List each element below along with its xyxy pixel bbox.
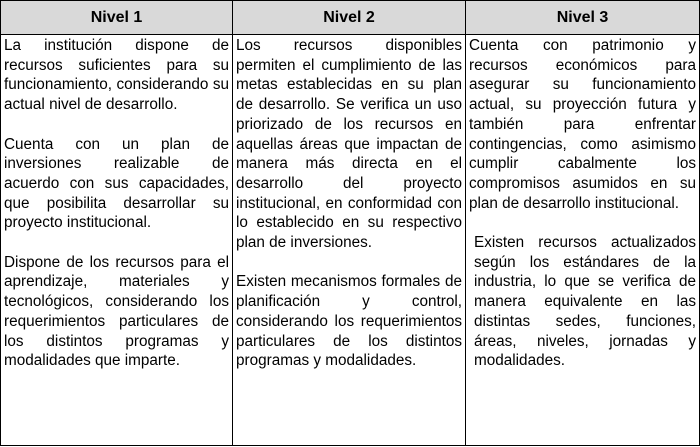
nivel-3-paragraph-2: Existen recursos actualizados según los estándares de la industria, lo que se verifica de manera equivalente en las distintas sedes, funciones, áreas, niveles, jornadas y modalidades. <box>474 234 696 370</box>
nivel-2-paragraph-1: Los recursos disponibles permiten el cumplimiento de las metas establecidas en su plan de desarrollo. Se verifica un uso priorizado de los recursos en aquellas áreas que impactan de manera más directa en el desarrollo del proyecto institucional, en conformidad con lo establecido en su respectivo plan de inversiones. <box>236 37 462 252</box>
nivel-1-paragraph-3: Dispone de los recursos para el aprendizaje, materiales y tecnológicos, considerando los requerimientos particulares de los distintos programas y modalidades que imparte. <box>4 253 229 370</box>
criteria-row <box>1 35 700 446</box>
nivel-2-cell <box>233 35 466 446</box>
nivel-3-cell <box>466 35 700 446</box>
header-nivel-2: Nivel 2 <box>233 1 466 35</box>
nivel-1-cell <box>1 35 233 446</box>
nivel-3-paragraph-1: Cuenta con patrimonio y recursos económicos para asegurar su funcionamiento actual, su proyección futura y también para enfrentar contingencias, como asimismo cumplir cabalmente los compromisos asumidos en su plan de desarrollo institucional. <box>469 37 696 212</box>
header-nivel-1: Nivel 1 <box>1 1 233 35</box>
nivel-1-paragraph-2: Cuenta con un plan de inversiones realizable de acuerdo con sus capacidades, que posibilita desarrollar su proyecto institucional. <box>4 135 229 232</box>
nivel-2-paragraph-2: Existen mecanismos formales de planificación y control, considerando los requerimientos particulares de los distintos programas y modalidades. <box>236 273 462 370</box>
header-row <box>1 1 700 35</box>
header-nivel-3: Nivel 3 <box>466 1 700 35</box>
nivel-1-paragraph-1: La institución dispone de recursos suficientes para su funcionamiento, considerando su actual nivel de desarrollo. <box>4 37 229 114</box>
